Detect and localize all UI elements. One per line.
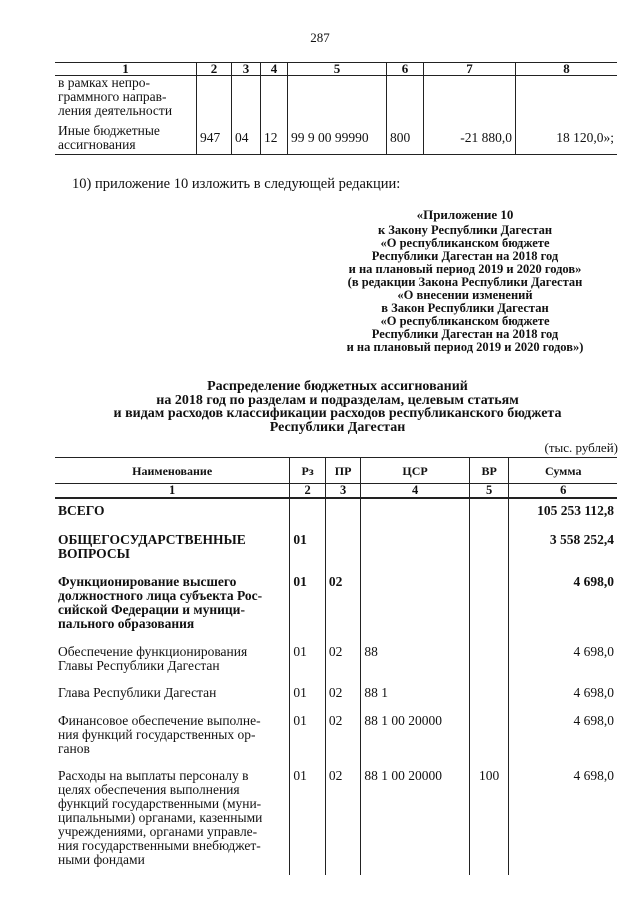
cell-rz: 01 <box>290 764 326 875</box>
cell-csr <box>361 528 470 570</box>
col-number: 5 <box>288 63 387 76</box>
cell-vr <box>469 498 509 528</box>
cell-csr: 88 1 <box>361 681 470 709</box>
cell-rz: 01 <box>290 570 326 640</box>
cell-pr: 02 <box>325 709 361 764</box>
appendix-line: Республики Дагестан на 2018 год <box>371 249 559 263</box>
appendix-line: «О республиканском бюджете <box>380 314 550 328</box>
cell-csr <box>361 498 470 528</box>
document-heading <box>65 380 610 434</box>
cell: 800 <box>387 118 424 155</box>
cell-rz: 01 <box>290 709 326 764</box>
units-label: (тыс. рублей) <box>544 440 618 455</box>
cell: 04 <box>232 118 261 155</box>
cell-rz: 01 <box>290 528 326 570</box>
row-name: ОБЩЕГОСУДАРСТВЕННЫЕ ВОПРОСЫ <box>55 528 290 570</box>
heading-line: на 2018 год по разделам и подразделам, целевым статьям <box>156 392 519 408</box>
cell-sum: 3 558 252,4 <box>509 528 617 570</box>
appendix-block <box>340 208 590 354</box>
col-number: 6 <box>387 63 424 76</box>
col-number: 2 <box>197 63 232 76</box>
column-numbers-row <box>55 484 617 499</box>
row-name: Расходы на выплаты персоналу в целях обеспечения выполнения функций государственными (муни- ципальными) органами, казенными учреждениями, органами управле- ния государственными внебюджет- ными фондами <box>55 764 290 875</box>
cell-pr <box>325 528 361 570</box>
cell-csr <box>361 570 470 640</box>
appendix-line: и на плановый период 2019 и 2020 годов») <box>346 340 584 354</box>
col-number: 8 <box>516 63 618 76</box>
header-name: Наименование <box>55 458 290 484</box>
cell: 947 <box>197 118 232 155</box>
cell-csr: 88 1 00 20000 <box>361 764 470 875</box>
page-number: 287 <box>310 30 330 45</box>
table-row <box>55 570 617 640</box>
col-number: 1 <box>55 63 197 76</box>
cell-pr: 02 <box>325 640 361 681</box>
cell-vr <box>469 709 509 764</box>
header-csr: ЦСР <box>361 458 470 484</box>
header-rz: Рз <box>290 458 326 484</box>
cell-rz: 01 <box>290 640 326 681</box>
cell-vr <box>469 681 509 709</box>
cell-sum: 4 698,0 <box>509 570 617 640</box>
cell-vr <box>469 640 509 681</box>
cell: 18 120,0»; <box>516 118 618 155</box>
table-row <box>55 681 617 709</box>
table-row <box>55 118 617 155</box>
heading-line: и видам расходов классификации расходов республиканского бюджета <box>113 406 562 421</box>
table-row <box>55 528 617 570</box>
heading-line: Республики Дагестан <box>269 419 406 435</box>
cell-sum: 4 698,0 <box>509 709 617 764</box>
col-number: 3 <box>325 484 361 499</box>
cell-csr: 88 1 00 20000 <box>361 709 470 764</box>
cell: -21 880,0 <box>424 118 516 155</box>
table-row <box>55 709 617 764</box>
cell-pr: 02 <box>325 681 361 709</box>
col-number: 6 <box>509 484 617 499</box>
table-row <box>55 640 617 681</box>
appendix-line: «О внесении изменений <box>397 288 533 302</box>
row-name: Функционирование высшего должностного лица субъекта Рос- сийской Федерации и муници- пального образования <box>55 570 290 640</box>
cell-pr <box>325 498 361 528</box>
header-vr: ВР <box>469 458 509 484</box>
row-name: ВСЕГО <box>55 498 290 528</box>
row-name: Финансовое обеспечение выполне- ния функций государственных ор- ганов <box>55 709 290 764</box>
table-header-row <box>55 458 617 484</box>
col-number: 3 <box>232 63 261 76</box>
col-number: 2 <box>290 484 326 499</box>
appendix-line: и на плановый период 2019 и 2020 годов» <box>348 262 582 276</box>
appendix-line: (в редакции Закона Республики Дагестан <box>347 275 583 289</box>
row-name: Глава Республики Дагестан <box>55 681 290 709</box>
row-name: в рамках непро- граммного направ- ления деятельности <box>55 76 197 119</box>
appendix-title: «Приложение 10 <box>416 207 514 222</box>
cell-sum: 4 698,0 <box>509 764 617 875</box>
cell-sum: 4 698,0 <box>509 640 617 681</box>
cell-vr <box>469 570 509 640</box>
row-name: Обеспечение функционирования Главы Республики Дагестан <box>55 640 290 681</box>
appendix-line: Республики Дагестан на 2018 год <box>371 327 559 341</box>
cell-pr: 02 <box>325 570 361 640</box>
col-number: 7 <box>424 63 516 76</box>
cell: 12 <box>261 118 288 155</box>
table-row <box>55 764 617 875</box>
row-name: Иные бюджетные ассигнования <box>55 118 197 155</box>
header-pr: ПР <box>325 458 361 484</box>
appendix-line: «О республиканском бюджете <box>380 236 550 250</box>
col-number: 4 <box>261 63 288 76</box>
cell-vr: 100 <box>469 764 509 875</box>
cell-csr: 88 <box>361 640 470 681</box>
instruction-text: 10) приложение 10 изложить в следующей редакции: <box>72 176 401 192</box>
cell-sum: 4 698,0 <box>509 681 617 709</box>
appendix-line: в Закон Республики Дагестан <box>381 301 549 315</box>
col-number: 1 <box>55 484 290 499</box>
col-number: 5 <box>469 484 509 499</box>
cell-rz <box>290 498 326 528</box>
budget-table <box>55 457 617 875</box>
appendix-line: к Закону Республики Дагестан <box>377 223 553 237</box>
cell-vr <box>469 528 509 570</box>
heading-line: Распределение бюджетных ассигнований <box>207 379 468 394</box>
table-header-row <box>55 63 617 76</box>
table-row <box>55 76 617 119</box>
cell-sum: 105 253 112,8 <box>509 498 617 528</box>
header-sum: Сумма <box>509 458 617 484</box>
col-number: 4 <box>361 484 470 499</box>
cell-rz: 01 <box>290 681 326 709</box>
cell: 99 9 00 99990 <box>288 118 387 155</box>
cell-pr: 02 <box>325 764 361 875</box>
continuation-table <box>55 62 617 155</box>
table-row <box>55 498 617 528</box>
